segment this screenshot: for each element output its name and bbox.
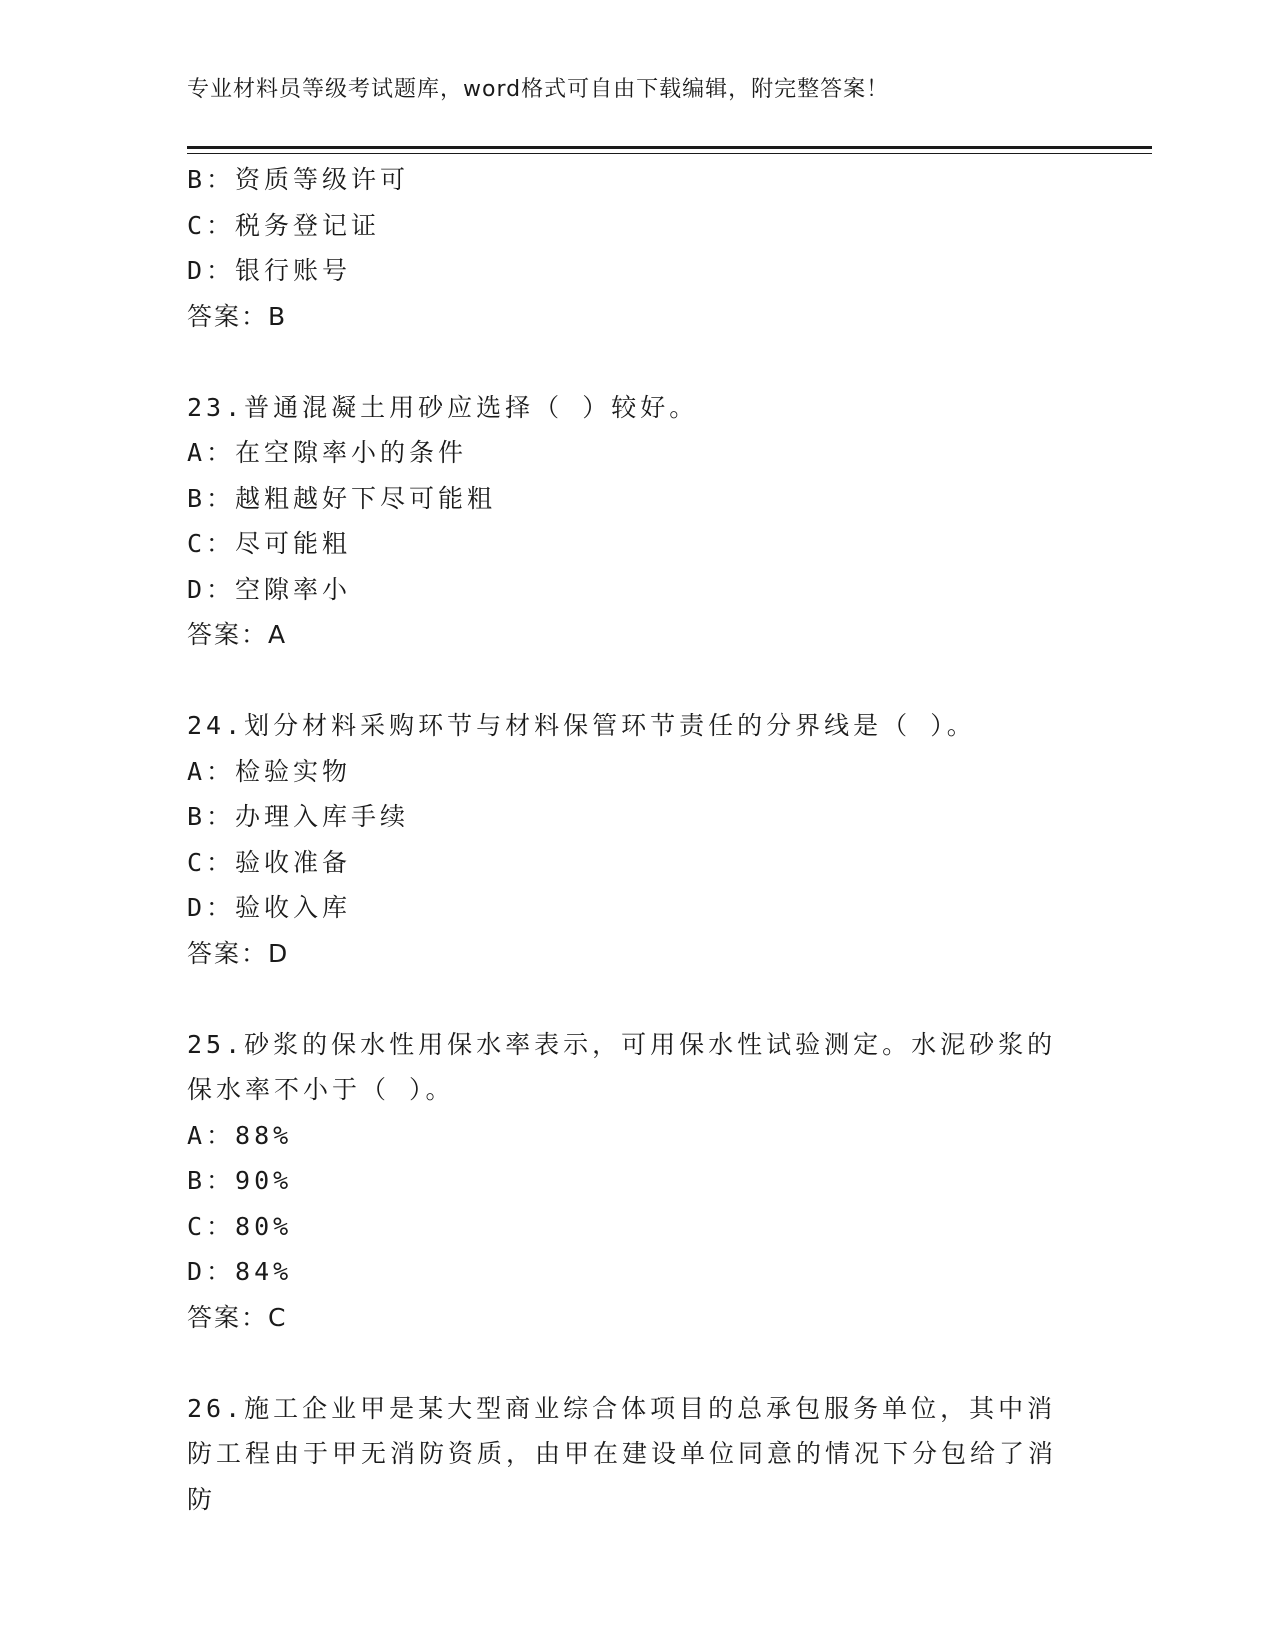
- question-stem: 25.砂浆的保水性用保水率表示，可用保水性试验测定。水泥砂浆的保水率不小于（ ）。: [187, 1029, 1057, 1104]
- spacer: [187, 658, 1087, 704]
- option-a: A：在空隙率小的条件: [187, 438, 468, 467]
- answer: 答案：D: [187, 938, 290, 968]
- option-d: D：84%: [187, 1257, 293, 1286]
- option-c: C：税务登记证: [187, 210, 381, 240]
- question-26: [187, 1386, 1087, 1523]
- answer: 答案：C: [187, 1302, 288, 1332]
- page-header: 专业材料员等级考试题库，word格式可自由下载编辑，附完整答案！: [187, 77, 890, 102]
- option-c: C：验收准备: [187, 847, 352, 877]
- option-d: D：验收入库: [187, 893, 352, 922]
- option-d: D：空隙率小: [187, 574, 352, 604]
- option-b: B：资质等级许可: [187, 165, 410, 194]
- question-22: [187, 157, 1087, 339]
- question-stem: 24.划分材料采购环节与材料保管环节责任的分界线是（ ）。: [187, 711, 976, 740]
- spacer: [187, 1340, 1087, 1386]
- option-b: B：办理入库手续: [187, 802, 410, 831]
- option-a: A：检验实物: [187, 756, 352, 786]
- option-c: C：80%: [187, 1211, 293, 1241]
- option-d: D：银行账号: [187, 256, 352, 285]
- option-c: C：尽可能粗: [187, 529, 352, 558]
- option-b: B：90%: [187, 1166, 293, 1195]
- option-a: A：88%: [187, 1120, 293, 1150]
- question-25: [187, 1022, 1087, 1341]
- option-b: B：越粗越好下尽可能粗: [187, 483, 497, 513]
- question-stem: 23.普通混凝土用砂应选择（ ）较好。: [187, 392, 699, 422]
- spacer: [187, 339, 1087, 385]
- header-divider-thin: [187, 153, 1152, 154]
- question-24: [187, 703, 1087, 976]
- question-stem: 26.施工企业甲是某大型商业综合体项目的总承包服务单位，其中消防工程由于甲无消防资质，由甲在建设单位同意的情况下分包给了消防: [187, 1393, 1058, 1514]
- answer: 答案：B: [187, 301, 288, 331]
- document-body: [187, 157, 1087, 1522]
- question-23: [187, 385, 1087, 658]
- spacer: [187, 976, 1087, 1022]
- answer: 答案：A: [187, 620, 288, 649]
- header-divider-thick: [187, 146, 1152, 149]
